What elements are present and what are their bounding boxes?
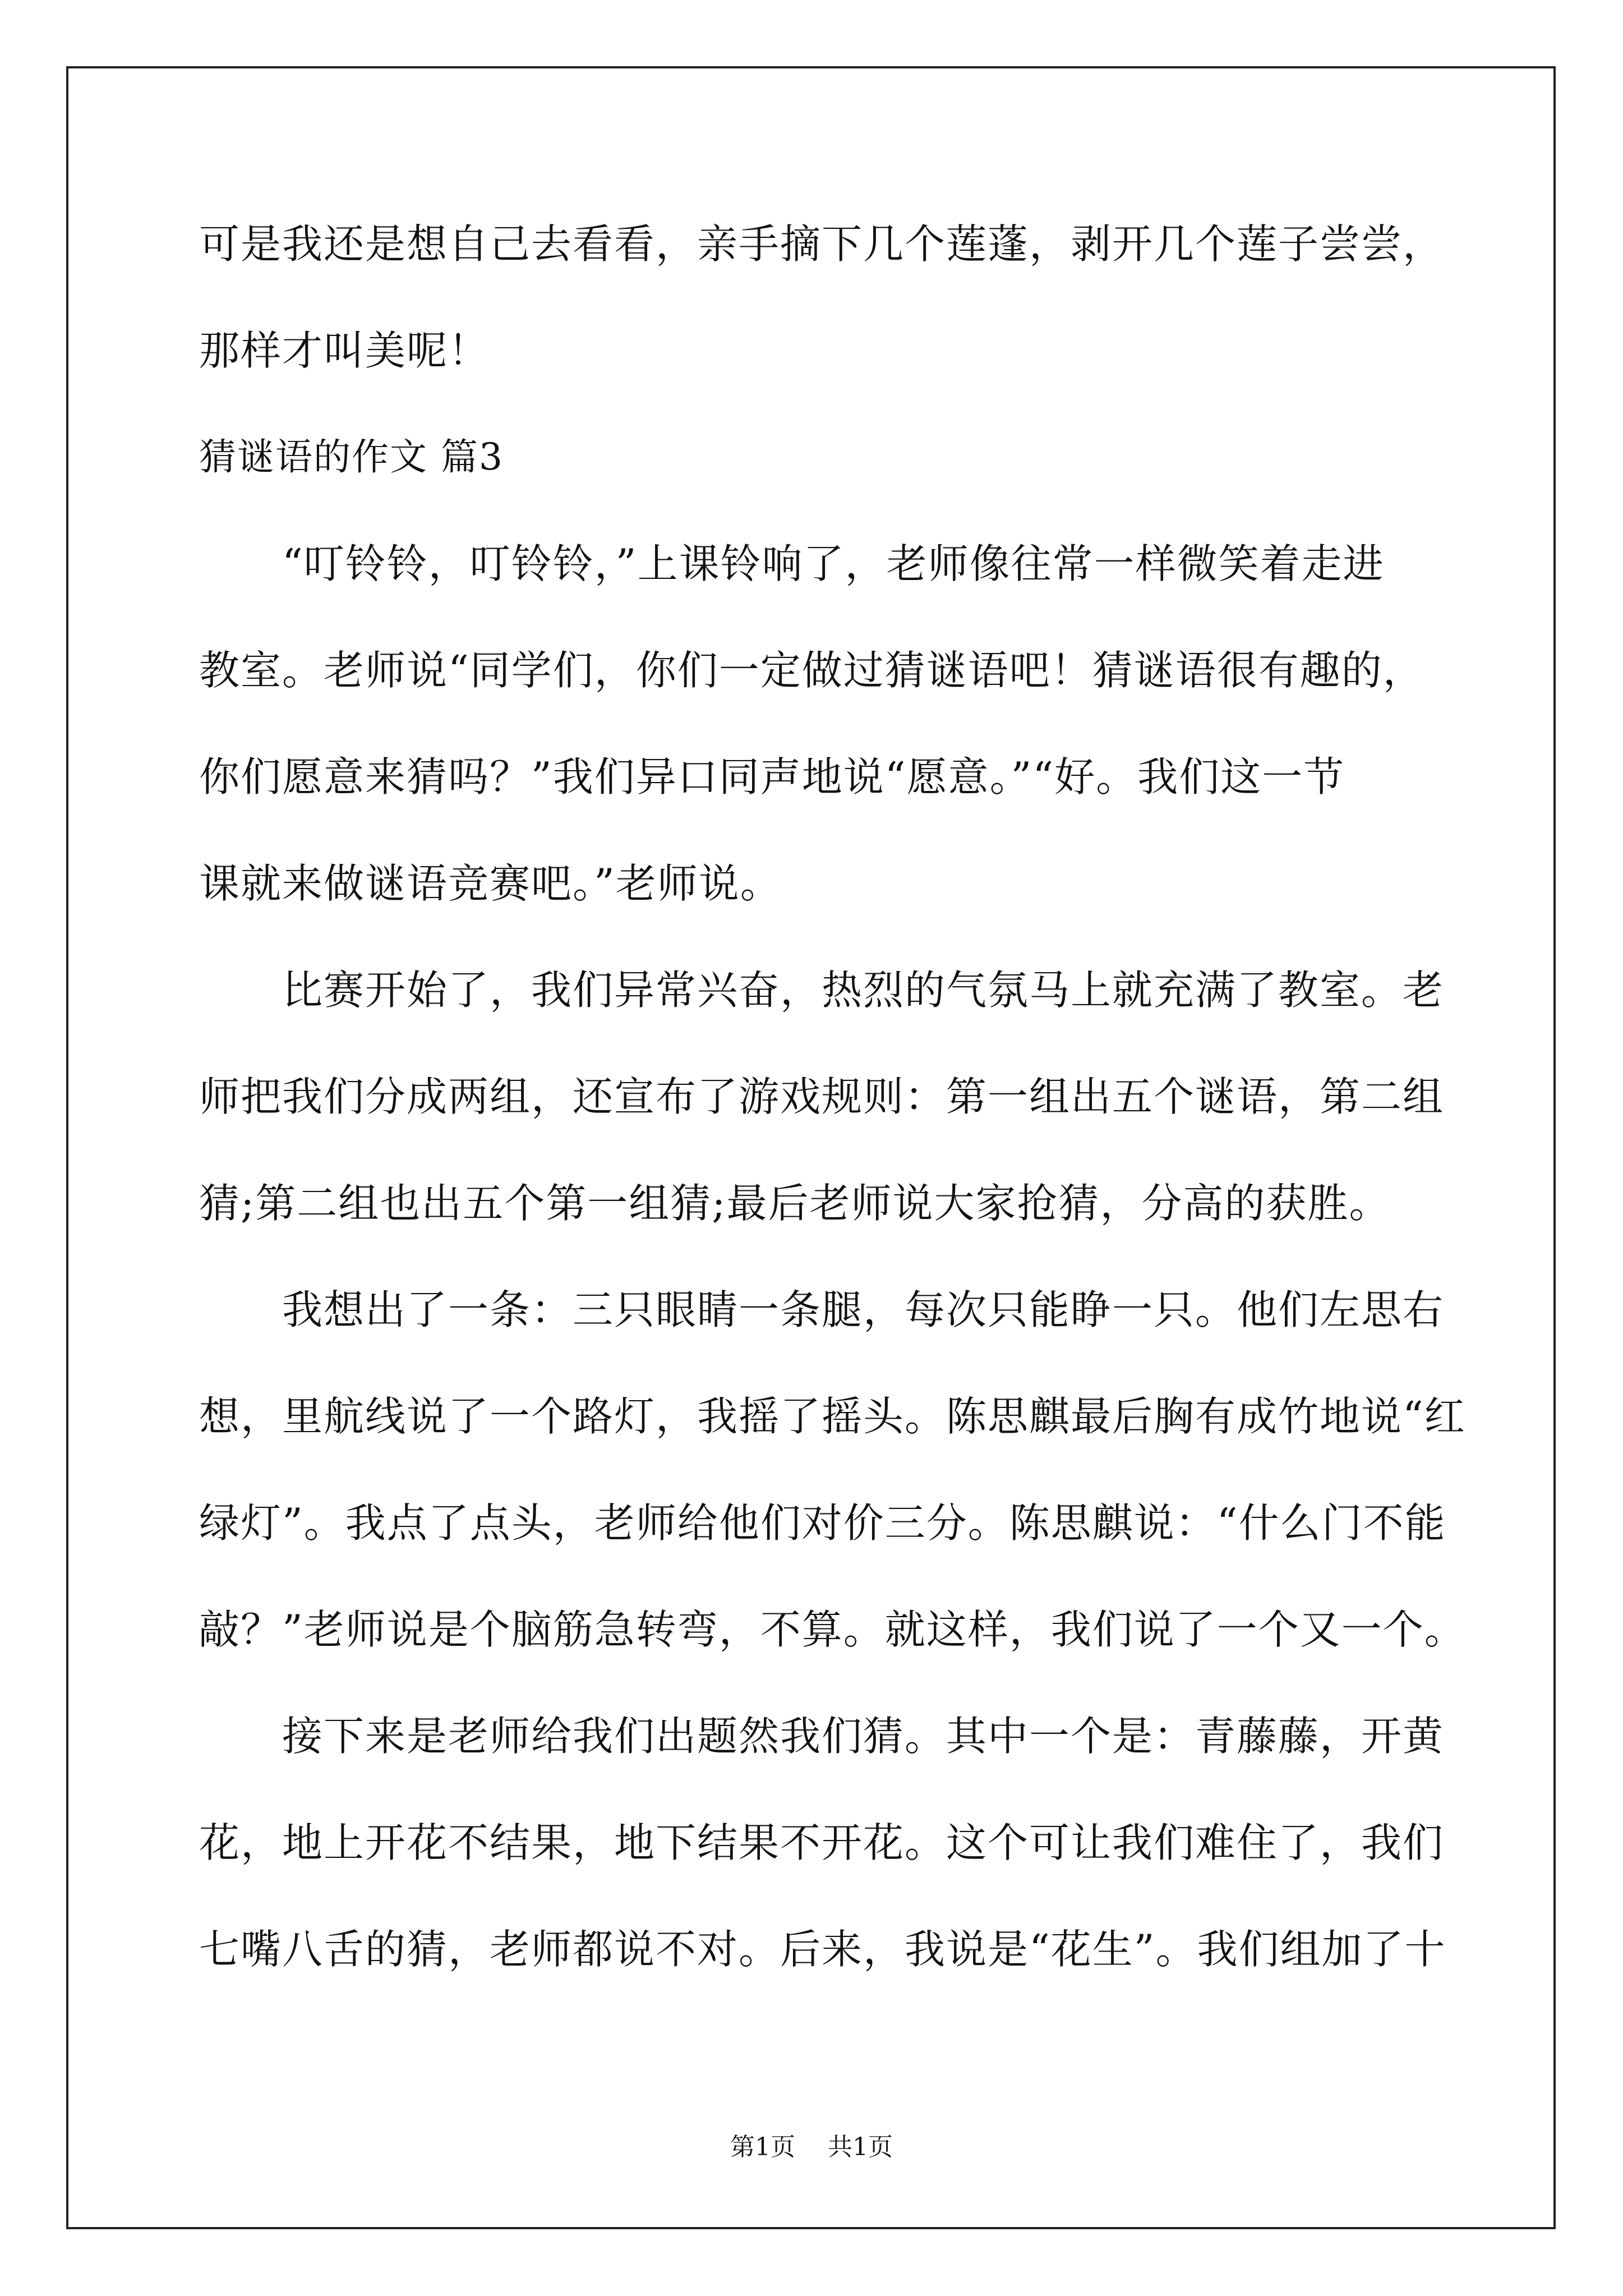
page-number-total: 共1页 <box>828 2133 893 2161</box>
text-line: 想，里航线说了一个路灯，我摇了摇头。陈思麒最后胸有成竹地说“红 <box>199 1393 1466 1440</box>
text-line: 猜;第二组也出五个第一组猜;最后老师说大家抢猜，分高的获胜。 <box>199 1180 1391 1227</box>
page-footer <box>0 2131 1623 2164</box>
text-line: 那样才叫美呢！ <box>199 327 490 374</box>
text-line: 花，地上开花不结果，地下结果不开花。这个可让我们难住了，我们 <box>199 1819 1445 1866</box>
text-line: 你们愿意来猜吗？”我们异口同声地说“愿意。”“好。我们这一节 <box>199 753 1345 800</box>
section-heading: 猜谜语的作文 篇3 <box>199 435 504 478</box>
text-line: 可是我还是想自己去看看，亲手摘下几个莲蓬，剥开几个莲子尝尝， <box>199 220 1445 268</box>
text-line: 师把我们分成两组，还宣布了游戏规则：第一组出五个谜语，第二组 <box>199 1073 1445 1120</box>
page-number-current: 第1页 <box>730 2133 795 2161</box>
paragraph-first-line: 比赛开始了，我们异常兴奋，热烈的气氛马上就充满了教室。老 <box>282 967 1445 1014</box>
paragraph-first-line: 我想出了一条：三只眼睛一条腿，每次只能睁一只。他们左思右 <box>282 1286 1445 1333</box>
text-line: 教室。老师说“同学们，你们一定做过猜谜语吧！猜谜语很有趣的， <box>199 647 1424 694</box>
text-line: 七嘴八舌的猜，老师都说不对。后来，我说是“花生”。我们组加了十 <box>199 1926 1446 1973</box>
paragraph-first-line: 接下来是老师给我们出题然我们猜。其中一个是：青藤藤，开黄 <box>282 1713 1445 1760</box>
document-body <box>199 213 1466 2025</box>
text-line: 敲？”老师说是个脑筋急转弯，不算。就这样，我们说了一个又一个。 <box>199 1606 1466 1653</box>
paragraph-first-line: “叮铃铃，叮铃铃，”上课铃响了，老师像往常一样微笑着走进 <box>282 540 1385 587</box>
text-line: 课就来做谜语竞赛吧。”老师说。 <box>199 860 782 907</box>
text-line: 绿灯”。我点了点头，老师给他们对价三分。陈思麒说：“什么门不能 <box>199 1499 1446 1547</box>
